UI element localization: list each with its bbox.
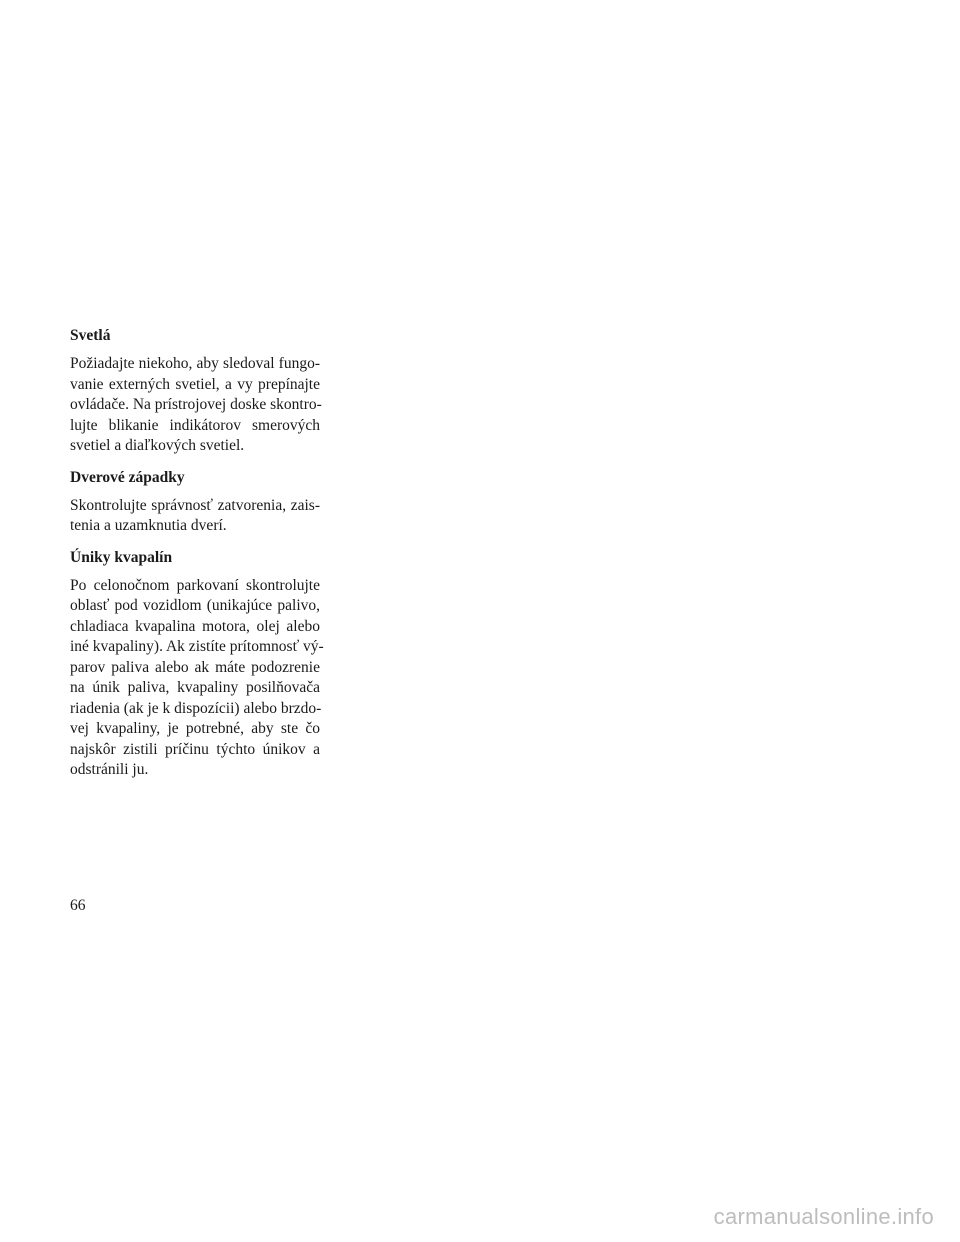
paragraph-line: odstránili ju.: [70, 761, 149, 778]
paragraph-line: najskôr zistili príčinu týchto únikov a: [70, 740, 320, 758]
section-paragraph: [70, 354, 320, 457]
paragraph-line: oblasť pod vozidlom (unikajúce palivo,: [70, 597, 320, 614]
paragraph-line: iné kvapaliny). Ak zistíte prítomnosť vý-: [70, 638, 324, 655]
page-number: 66: [70, 897, 86, 914]
paragraph-line: riadenia (ak je k dispozícii) alebo brzdo-: [70, 699, 322, 717]
paragraph-line: tenia a uzamknutia dverí.: [70, 517, 227, 534]
paragraph-line: Po celonočnom parkovaní skontrolujte: [70, 576, 320, 594]
paragraph-line: vanie externých svetiel, a vy prepínajte: [70, 375, 320, 393]
paragraph-line: na únik paliva, kvapaliny posilňovača: [70, 679, 320, 696]
paragraph-line: vej kvapaliny, je potrebné, aby ste čo: [70, 720, 320, 737]
section-paragraph: [70, 496, 320, 537]
paragraph-line: Požiadajte niekoho, aby sledoval fungo-: [70, 355, 320, 372]
paragraph-line: ovládače. Na prístrojovej doske skontro-: [70, 396, 322, 413]
paragraph-line: svetiel a diaľkových svetiel.: [70, 437, 245, 454]
paragraph-line: Skontrolujte správnosť zatvorenia, zais-: [70, 496, 320, 514]
section-lights: [70, 325, 320, 457]
paragraph-line: chladiaca kvapalina motora, olej alebo: [70, 617, 320, 635]
section-heading: Svetlá: [70, 327, 111, 344]
paragraph-line: lujte blikanie indikátorov smerových: [70, 416, 320, 434]
section-heading: Úniky kvapalín: [70, 548, 173, 566]
section-heading: Dverové západky: [70, 468, 185, 486]
section-fluid-leaks: [70, 547, 324, 781]
watermark-text: carmanualsonline.info: [713, 1204, 934, 1229]
text-column: [70, 325, 324, 791]
paragraph-line: parov paliva alebo ak máte podozrenie: [70, 658, 320, 676]
section-paragraph: [70, 576, 324, 781]
section-door-latches: [70, 467, 320, 537]
